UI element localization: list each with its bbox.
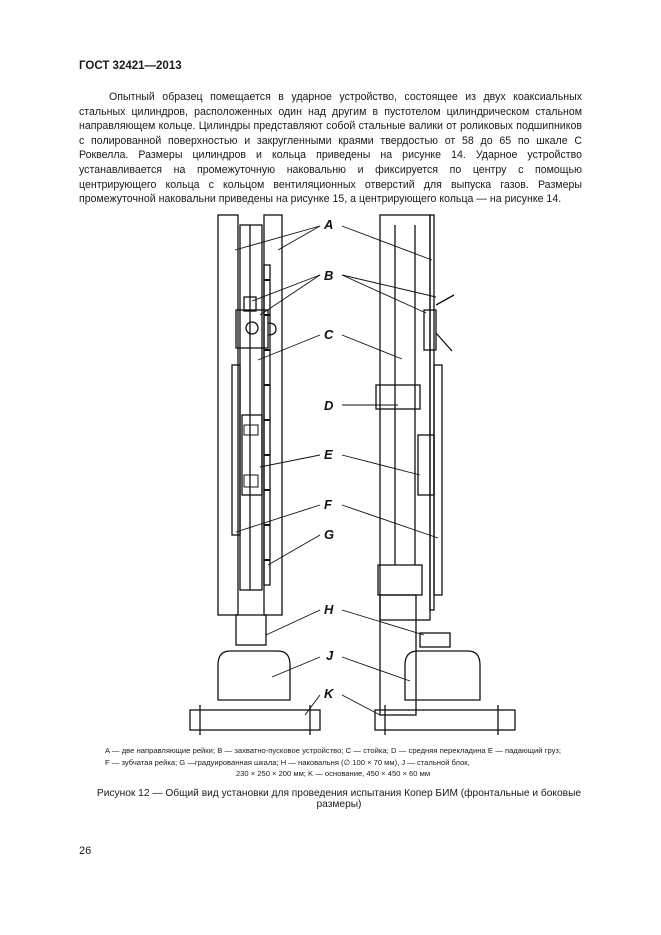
label-H: H	[324, 602, 334, 617]
front-view	[190, 215, 320, 735]
side-falling-weight	[418, 435, 434, 495]
label-A: A	[324, 217, 334, 232]
side-anvil	[420, 633, 450, 647]
side-base	[375, 710, 515, 730]
post	[240, 225, 262, 590]
label-C: C	[324, 327, 334, 342]
label-B: B	[324, 268, 334, 283]
label-G: G	[324, 527, 335, 542]
apparatus-drawing	[180, 205, 520, 735]
legend-line-1: A — две направляющие рейки; B — захватно-пусковое устройство; C — стойка; D — средняя перекладина E — падающий груз; F — зубчатая рейка; G —градуированная шкала; H — наковальня (∅ 100 × 70 мм), J — стальной блок,	[105, 746, 561, 767]
release-device	[236, 310, 268, 348]
label-K: K	[324, 686, 334, 701]
figure-legend	[105, 745, 561, 780]
falling-weight	[242, 415, 262, 495]
document-header: ГОСТ 32421—2013	[79, 60, 182, 72]
anvil	[236, 615, 266, 645]
side-rail	[380, 215, 430, 620]
gear-rack	[232, 365, 240, 535]
page-number: 26	[79, 845, 92, 857]
figure-caption: Рисунок 12 — Общий вид установки для проведения испытания Копер БИМ (фронтальные и боковые размеры)	[96, 788, 582, 810]
side-view	[375, 215, 515, 735]
label-D: D	[324, 398, 334, 413]
graduated-scale	[264, 265, 270, 585]
side-gear-rack	[434, 365, 442, 595]
label-F: F	[324, 497, 332, 512]
body-paragraph: Опытный образец помещается в ударное устройство, состоящее из двух коаксиальных стальных цилиндров, расположенных один над другим в пустотелом цилиндрическом стальном направляющем кольце. Цилиндры представляют собой стальные валики от роликовых подшипников с полированной поверхностью и закругленными краями твердостью от 58 до 65 по шкале С Роквелла. Размеры цилиндров и кольца приведены на рисунке 14. Ударное устройство устанавливается на промежуточную наковальню и фиксируется по центру с помощью центрирующего кольца с кольцом вентиляционных отверстий для выпуска газов. Размеры промежуточной наковальни приведены на рисунке 15, а центрирующего кольца — на рисунке 14.	[79, 91, 582, 206]
guide-rail-right	[264, 215, 282, 615]
guide-rail-left	[218, 215, 238, 615]
legend-line-2: 230 × 250 × 200 мм; K — основание, 450 × 450 × 60 мм	[235, 769, 431, 778]
base	[190, 710, 320, 730]
steel-block	[218, 651, 290, 700]
label-E: E	[324, 447, 333, 462]
label-J: J	[326, 648, 334, 663]
